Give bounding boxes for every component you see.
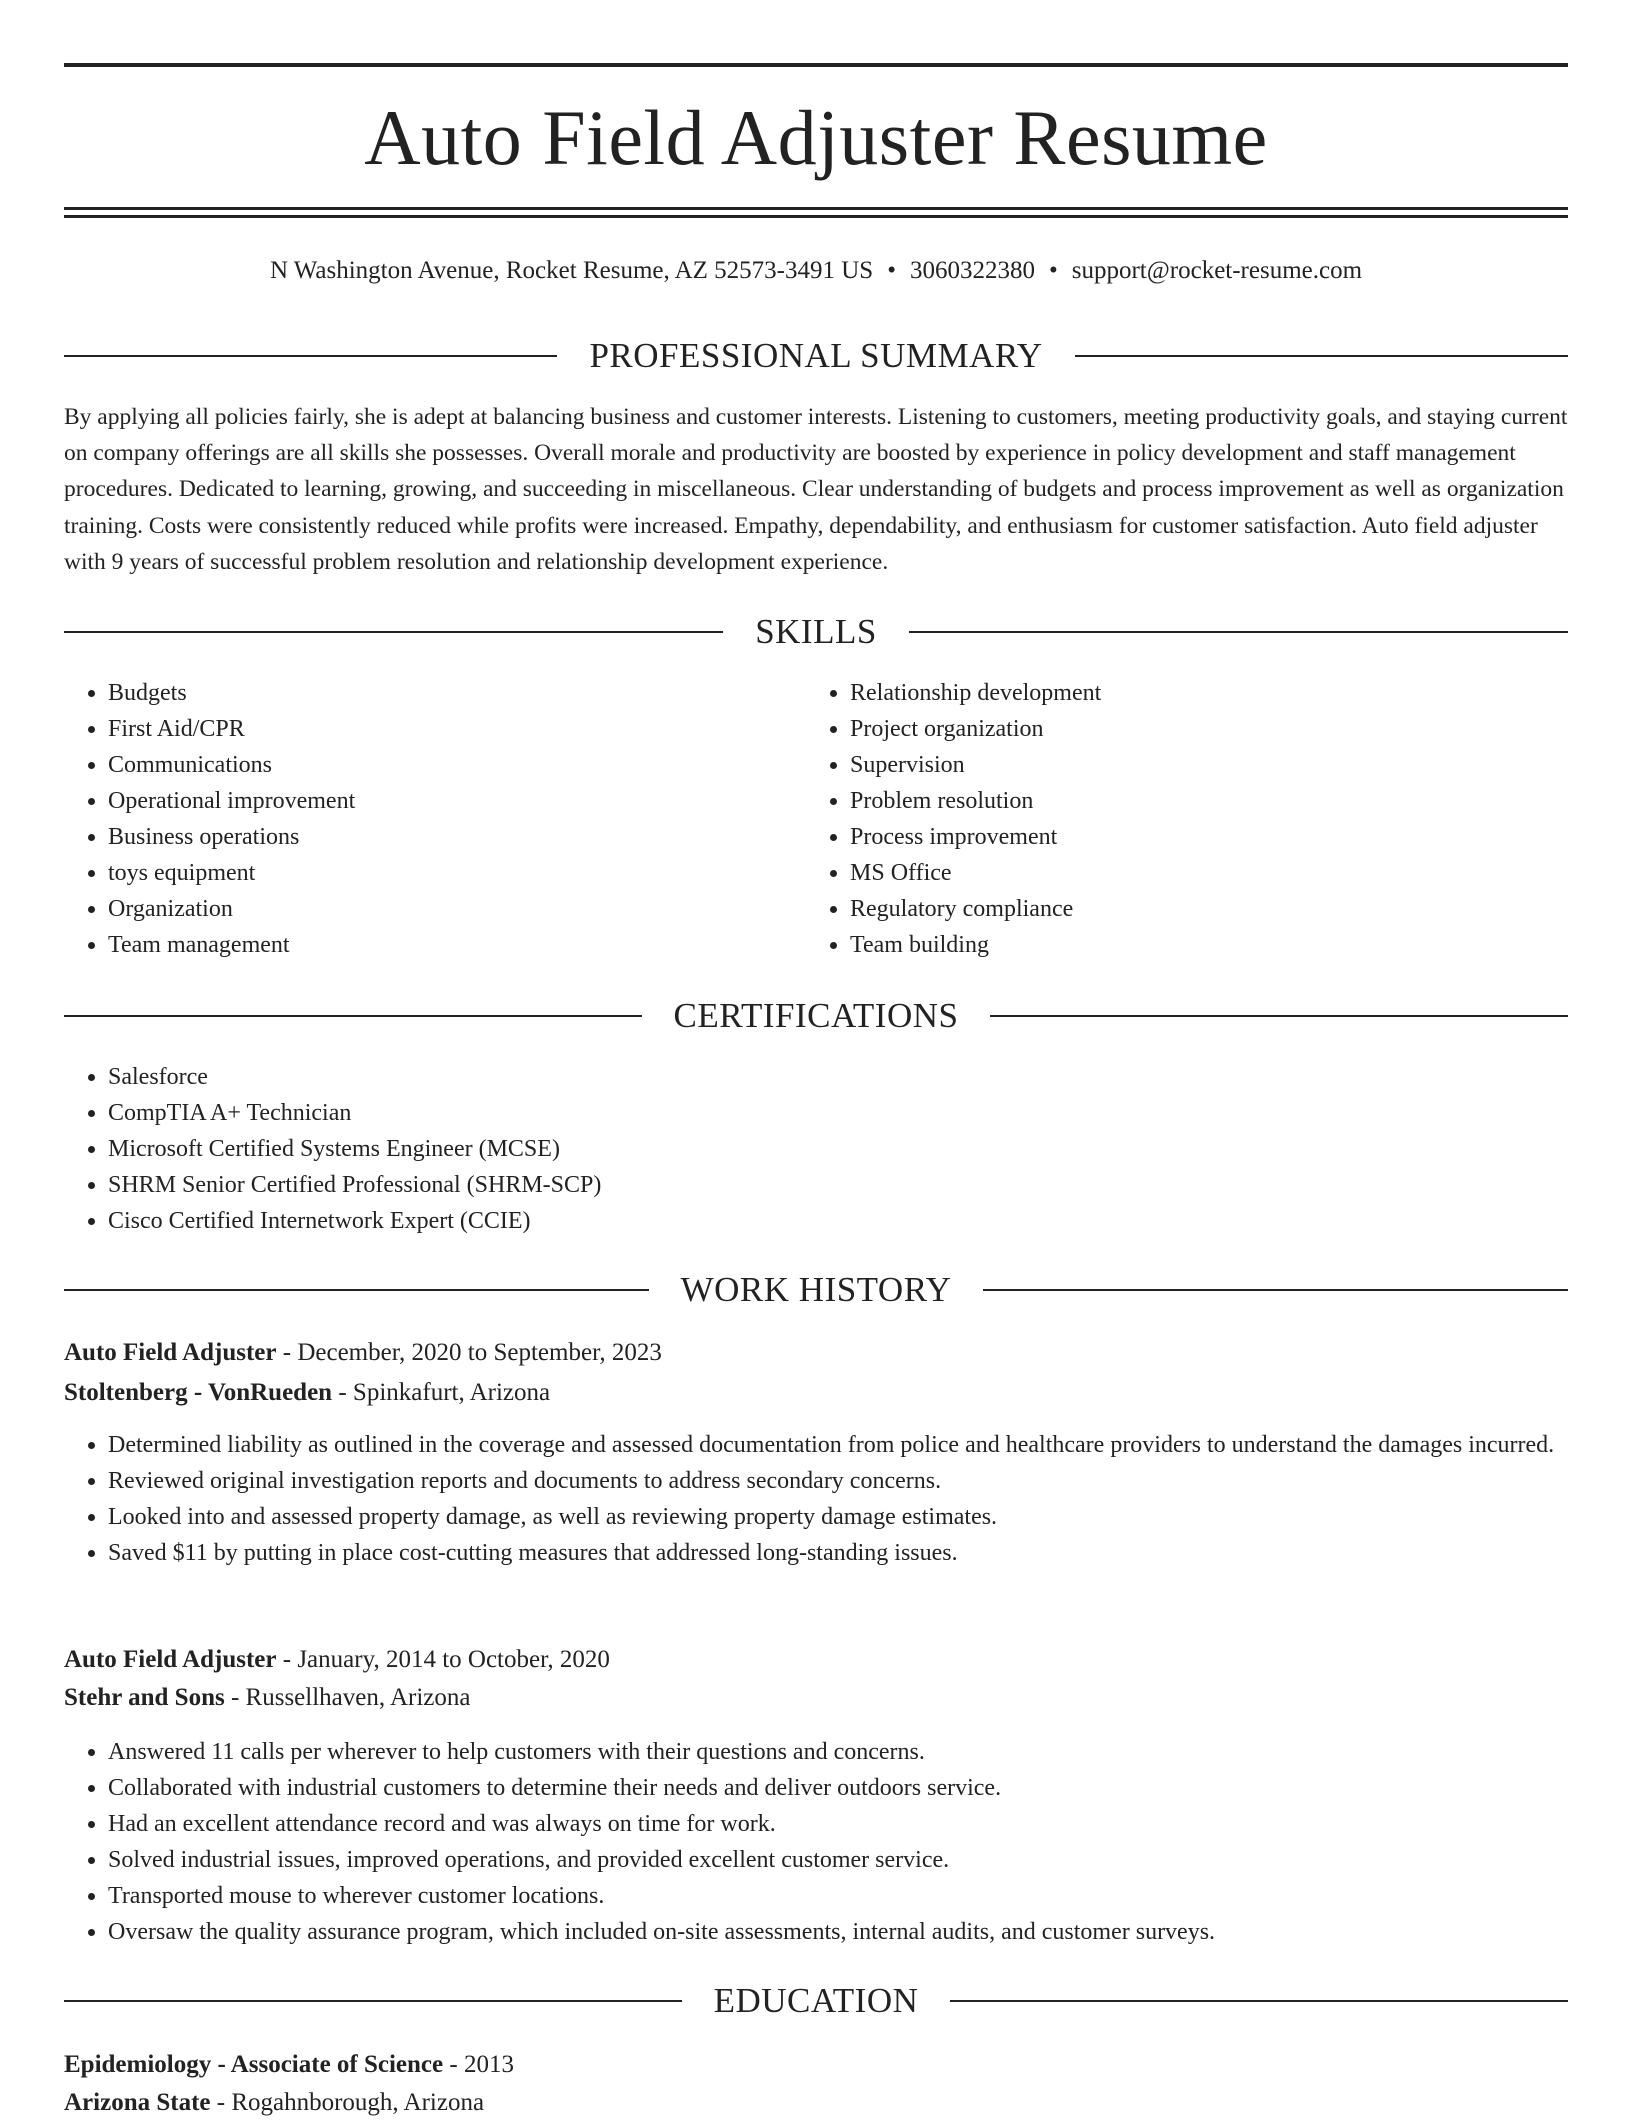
heading-rule [909,631,1568,633]
job-duty: • Looked into and assessed property damage, as well as reviewing property damage estimates. [108,1499,1568,1535]
skill-item: • Budgets [108,675,808,711]
heading-rule [983,1289,1568,1291]
job-location: - Russellhaven, Arizona [224,1684,471,1711]
section-title: CERTIFICATIONS [673,996,959,1035]
section-heading-certifications [64,994,1568,1038]
certification-item: • SHRM Senior Certified Professional (SHRM-SCP) [108,1167,1568,1203]
skill-item: • Communications [108,747,808,783]
section-heading-education [64,1979,1568,2023]
job-duty: • Reviewed original investigation reports and documents to address secondary concerns. [108,1463,1568,1499]
heading-rule [64,355,557,357]
heading-rule [990,1015,1568,1017]
skill-item: • Business operations [108,819,808,855]
skills-list-left [64,675,808,963]
skill-item: • Organization [108,891,808,927]
job-location: - Spinkafurt, Arizona [332,1379,551,1406]
job-company: Stoltenberg - VonRueden [64,1379,333,1406]
contact-address: N Washington Avenue, Rocket Resume, AZ 52573-3491 US [269,257,874,284]
job-duties-list [64,1427,1568,1571]
section-title: SKILLS [755,612,877,651]
skill-item: • Operational improvement [108,783,808,819]
job-dates: - January, 2014 to October, 2020 [276,1646,610,1673]
skill-item: • Project organization [850,711,1590,747]
heading-rule [950,2000,1568,2002]
heading-rule [64,2000,682,2002]
skill-item: • toys equipment [108,855,808,891]
education-school-line [64,2083,1568,2123]
job-duty: • Saved $11 by putting in place cost-cutting measures that addressed long-standing issues. [108,1535,1568,1571]
education-location: - Rogahnborough, Arizona [210,2089,485,2116]
job-dates: - December, 2020 to September, 2023 [276,1339,662,1366]
skill-item: • Process improvement [850,819,1590,855]
skill-item: • Supervision [850,747,1590,783]
contact-line [64,253,1568,289]
section-heading-skills [64,610,1568,654]
title-rule-lower [64,215,1568,218]
job-title-line [64,1640,1568,1680]
contact-email: support@rocket-resume.com [1071,257,1363,284]
certifications-list [64,1059,1568,1239]
skill-item: • MS Office [850,855,1590,891]
certification-item: • CompTIA A+ Technician [108,1095,1568,1131]
section-heading-work-history [64,1268,1568,1312]
skill-item: • Relationship development [850,675,1590,711]
job-company-line [64,1678,1568,1718]
job-duty: • Answered 11 calls per wherever to help customers with their questions and concerns. [108,1734,1568,1770]
job-duties-list [64,1734,1568,1950]
contact-separator: • [1048,257,1058,284]
section-title: WORK HISTORY [680,1270,952,1309]
skill-item: • Team building [850,927,1590,963]
summary-paragraph: By applying all policies fairly, she is adept at balancing business and customer interests. Listening to customers, meeting productivity goals, and staying current on company offerings are all skills she possesses. Overall morale and productivity are boosted by experience in policy development and staff management procedures. Dedicated to learning, growing, and succeeding in miscellaneous. Clear understanding of budgets and process improvement as well as organization training. Costs were consistently reduced while profits were increased. Empathy, dependability, and enthusiasm for customer satisfaction. Auto field adjuster with 9 years of successful problem resolution and relationship development experience. [64,404,1568,575]
job-duty: • Transported mouse to wherever customer locations. [108,1878,1568,1914]
job-company-line [64,1373,1568,1413]
skills-list-right [806,675,1590,963]
resume-title: Auto Field Adjuster Resume [364,94,1268,181]
education-year: - 2013 [443,2051,514,2078]
top-rule [64,63,1568,67]
skill-item: • Regulatory compliance [850,891,1590,927]
title-rule-upper [64,207,1568,210]
heading-rule [64,631,723,633]
certification-item: • Salesforce [108,1059,1568,1095]
job-company: Stehr and Sons [64,1684,225,1711]
contact-phone: 3060322380 [909,257,1035,284]
job-duty: • Determined liability as outlined in the coverage and assessed documentation from police and healthcare providers to understand the damages incurred. [108,1427,1568,1463]
section-title: EDUCATION [713,1981,919,2020]
skill-item: • First Aid/CPR [108,711,808,747]
skill-item: • Team management [108,927,808,963]
education-degree: Epidemiology - Associate of Science [64,2051,444,2078]
skill-item: • Problem resolution [850,783,1590,819]
job-title-line [64,1333,1568,1373]
section-heading-summary [64,334,1568,378]
certification-item: • Microsoft Certified Systems Engineer (MCSE) [108,1131,1568,1167]
section-title: PROFESSIONAL SUMMARY [589,336,1043,375]
job-duty: • Had an excellent attendance record and was always on time for work. [108,1806,1568,1842]
job-duty: • Collaborated with industrial customers to determine their needs and deliver outdoors service. [108,1770,1568,1806]
job-duty: • Solved industrial issues, improved operations, and provided excellent customer service. [108,1842,1568,1878]
heading-rule [64,1015,642,1017]
education-degree-line [64,2045,1568,2085]
heading-rule [1075,355,1568,357]
job-duty: • Oversaw the quality assurance program, which included on-site assessments, internal audits, and customer surveys. [108,1914,1568,1950]
contact-separator: • [887,257,896,284]
job-title: Auto Field Adjuster [64,1339,277,1366]
heading-rule [64,1289,649,1291]
job-title: Auto Field Adjuster [64,1646,277,1673]
certification-item: • Cisco Certified Internetwork Expert (CCIE) [108,1203,1568,1239]
education-school: Arizona State [64,2089,211,2116]
